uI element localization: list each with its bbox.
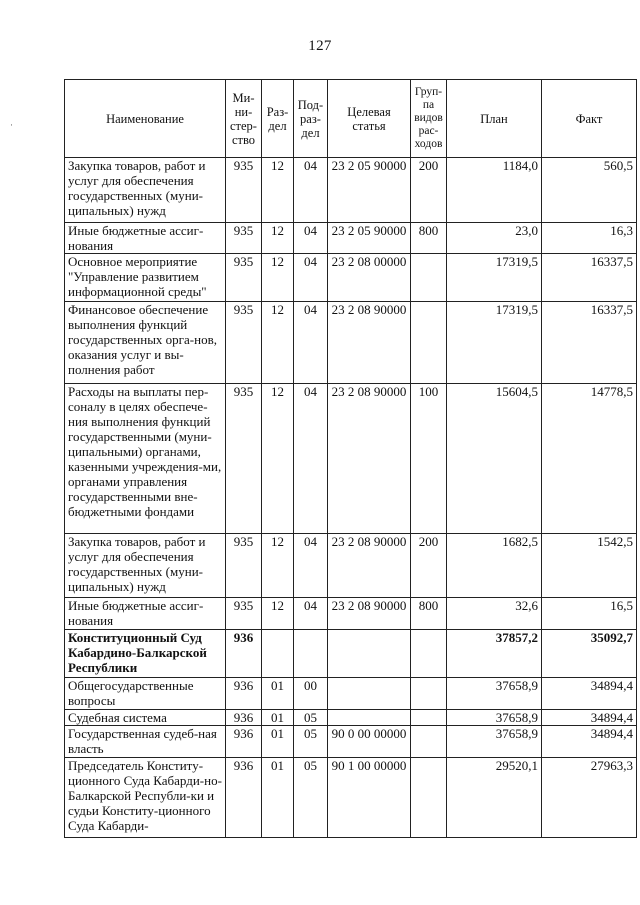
cell-name: Конституционный Суд Кабардино-Балкарской Республики	[65, 630, 226, 678]
cell-fact: 34894,4	[542, 710, 637, 726]
cell-target	[328, 710, 411, 726]
table-row	[65, 254, 637, 302]
cell-fact: 14778,5	[542, 384, 637, 534]
budget-table	[64, 79, 637, 838]
cell-subsection: 04	[294, 158, 328, 223]
cell-ministry: 935	[226, 302, 262, 384]
cell-section: 12	[262, 302, 294, 384]
cell-target	[328, 678, 411, 710]
cell-plan: 1184,0	[447, 158, 542, 223]
cell-name: Общегосударственные вопросы	[65, 678, 226, 710]
header-subsection: Под- раз- дел	[294, 80, 328, 158]
cell-subsection: 05	[294, 726, 328, 758]
cell-expense-group: 100	[411, 384, 447, 534]
table-row	[65, 534, 637, 598]
cell-plan: 32,6	[447, 598, 542, 630]
cell-fact: 35092,7	[542, 630, 637, 678]
cell-expense-group	[411, 302, 447, 384]
header-name: Наименование	[65, 80, 226, 158]
cell-section: 12	[262, 598, 294, 630]
cell-plan: 37857,2	[447, 630, 542, 678]
cell-ministry: 935	[226, 254, 262, 302]
cell-section: 12	[262, 254, 294, 302]
cell-fact: 27963,3	[542, 758, 637, 838]
cell-plan: 1682,5	[447, 534, 542, 598]
table-row	[65, 630, 637, 678]
cell-target: 23 2 05 90000	[328, 223, 411, 254]
cell-subsection: 04	[294, 254, 328, 302]
cell-expense-group	[411, 678, 447, 710]
cell-name: Основное мероприятие "Управление развитием информационной среды"	[65, 254, 226, 302]
cell-ministry: 936	[226, 758, 262, 838]
cell-subsection: 04	[294, 302, 328, 384]
header-section: Раз- дел	[262, 80, 294, 158]
cell-plan: 23,0	[447, 223, 542, 254]
cell-plan: 37658,9	[447, 726, 542, 758]
cell-subsection: 00	[294, 678, 328, 710]
cell-name: Иные бюджетные ассиг-нования	[65, 598, 226, 630]
table-row	[65, 726, 637, 758]
margin-mark: ·	[10, 120, 13, 130]
header-fact: Факт	[542, 80, 637, 158]
cell-subsection: 05	[294, 758, 328, 838]
cell-name: Расходы на выплаты пер-соналу в целях обеспече-ния выполнения функций государственными (муни-ципальными) органами, казенными учреждения-ми, органами управления государственными вне-бюджетными фондами	[65, 384, 226, 534]
cell-section: 12	[262, 158, 294, 223]
table-row	[65, 384, 637, 534]
cell-name: Иные бюджетные ассиг-нования	[65, 223, 226, 254]
cell-expense-group	[411, 758, 447, 838]
cell-section: 12	[262, 534, 294, 598]
cell-fact: 16337,5	[542, 254, 637, 302]
cell-ministry: 936	[226, 726, 262, 758]
cell-ministry: 935	[226, 384, 262, 534]
cell-ministry: 936	[226, 678, 262, 710]
cell-plan: 37658,9	[447, 710, 542, 726]
cell-expense-group: 200	[411, 158, 447, 223]
cell-plan: 17319,5	[447, 302, 542, 384]
cell-fact: 34894,4	[542, 678, 637, 710]
cell-target: 23 2 08 90000	[328, 384, 411, 534]
cell-plan: 37658,9	[447, 678, 542, 710]
cell-name: Закупка товаров, работ и услуг для обеспечения государственных (муни-ципальных) нужд	[65, 158, 226, 223]
table-row	[65, 598, 637, 630]
header-ministry: Ми- ни- стер- ство	[226, 80, 262, 158]
header-expense-group: Груп- па видов рас- ходов	[411, 80, 447, 158]
header-plan: План	[447, 80, 542, 158]
cell-target: 90 1 00 00000	[328, 758, 411, 838]
cell-fact: 16,5	[542, 598, 637, 630]
cell-subsection: 04	[294, 223, 328, 254]
cell-subsection: 04	[294, 534, 328, 598]
cell-name: Председатель Конститу-ционного Суда Кабарди-но-Балкарской Республи-ки и судьи Конститу-ционного Суда Кабарди-	[65, 758, 226, 838]
cell-target: 90 0 00 00000	[328, 726, 411, 758]
cell-subsection: 04	[294, 598, 328, 630]
cell-fact: 16,3	[542, 223, 637, 254]
cell-expense-group	[411, 630, 447, 678]
cell-subsection: 05	[294, 710, 328, 726]
cell-fact: 34894,4	[542, 726, 637, 758]
cell-section: 01	[262, 678, 294, 710]
table-row	[65, 758, 637, 838]
cell-expense-group: 200	[411, 534, 447, 598]
cell-name: Судебная система	[65, 710, 226, 726]
table-row	[65, 223, 637, 254]
cell-section: 01	[262, 710, 294, 726]
cell-ministry: 936	[226, 630, 262, 678]
cell-section	[262, 630, 294, 678]
cell-name: Финансовое обеспечение выполнения функций государственных орга-нов, оказания услуг и вы-полнения работ	[65, 302, 226, 384]
header-row	[65, 80, 637, 158]
cell-fact: 560,5	[542, 158, 637, 223]
table-row	[65, 158, 637, 223]
cell-subsection: 04	[294, 384, 328, 534]
cell-target: 23 2 08 90000	[328, 534, 411, 598]
cell-ministry: 935	[226, 598, 262, 630]
cell-fact: 1542,5	[542, 534, 637, 598]
cell-ministry: 935	[226, 223, 262, 254]
cell-ministry: 935	[226, 534, 262, 598]
cell-section: 12	[262, 384, 294, 534]
table-row	[65, 710, 637, 726]
table-row	[65, 302, 637, 384]
cell-expense-group: 800	[411, 598, 447, 630]
cell-expense-group	[411, 254, 447, 302]
cell-ministry: 936	[226, 710, 262, 726]
cell-section: 01	[262, 726, 294, 758]
cell-name: Закупка товаров, работ и услуг для обеспечения государственных (муни-ципальных) нужд	[65, 534, 226, 598]
cell-fact: 16337,5	[542, 302, 637, 384]
header-target: Целевая статья	[328, 80, 411, 158]
cell-plan: 17319,5	[447, 254, 542, 302]
cell-ministry: 935	[226, 158, 262, 223]
cell-target	[328, 630, 411, 678]
page-number: 127	[308, 38, 332, 54]
cell-expense-group	[411, 710, 447, 726]
cell-section: 01	[262, 758, 294, 838]
cell-section: 12	[262, 223, 294, 254]
cell-expense-group	[411, 726, 447, 758]
cell-subsection	[294, 630, 328, 678]
table-row	[65, 678, 637, 710]
cell-target: 23 2 05 90000	[328, 158, 411, 223]
cell-plan: 29520,1	[447, 758, 542, 838]
cell-target: 23 2 08 90000	[328, 598, 411, 630]
cell-plan: 15604,5	[447, 384, 542, 534]
cell-target: 23 2 08 90000	[328, 302, 411, 384]
cell-target: 23 2 08 00000	[328, 254, 411, 302]
cell-expense-group: 800	[411, 223, 447, 254]
cell-name: Государственная судеб-ная власть	[65, 726, 226, 758]
